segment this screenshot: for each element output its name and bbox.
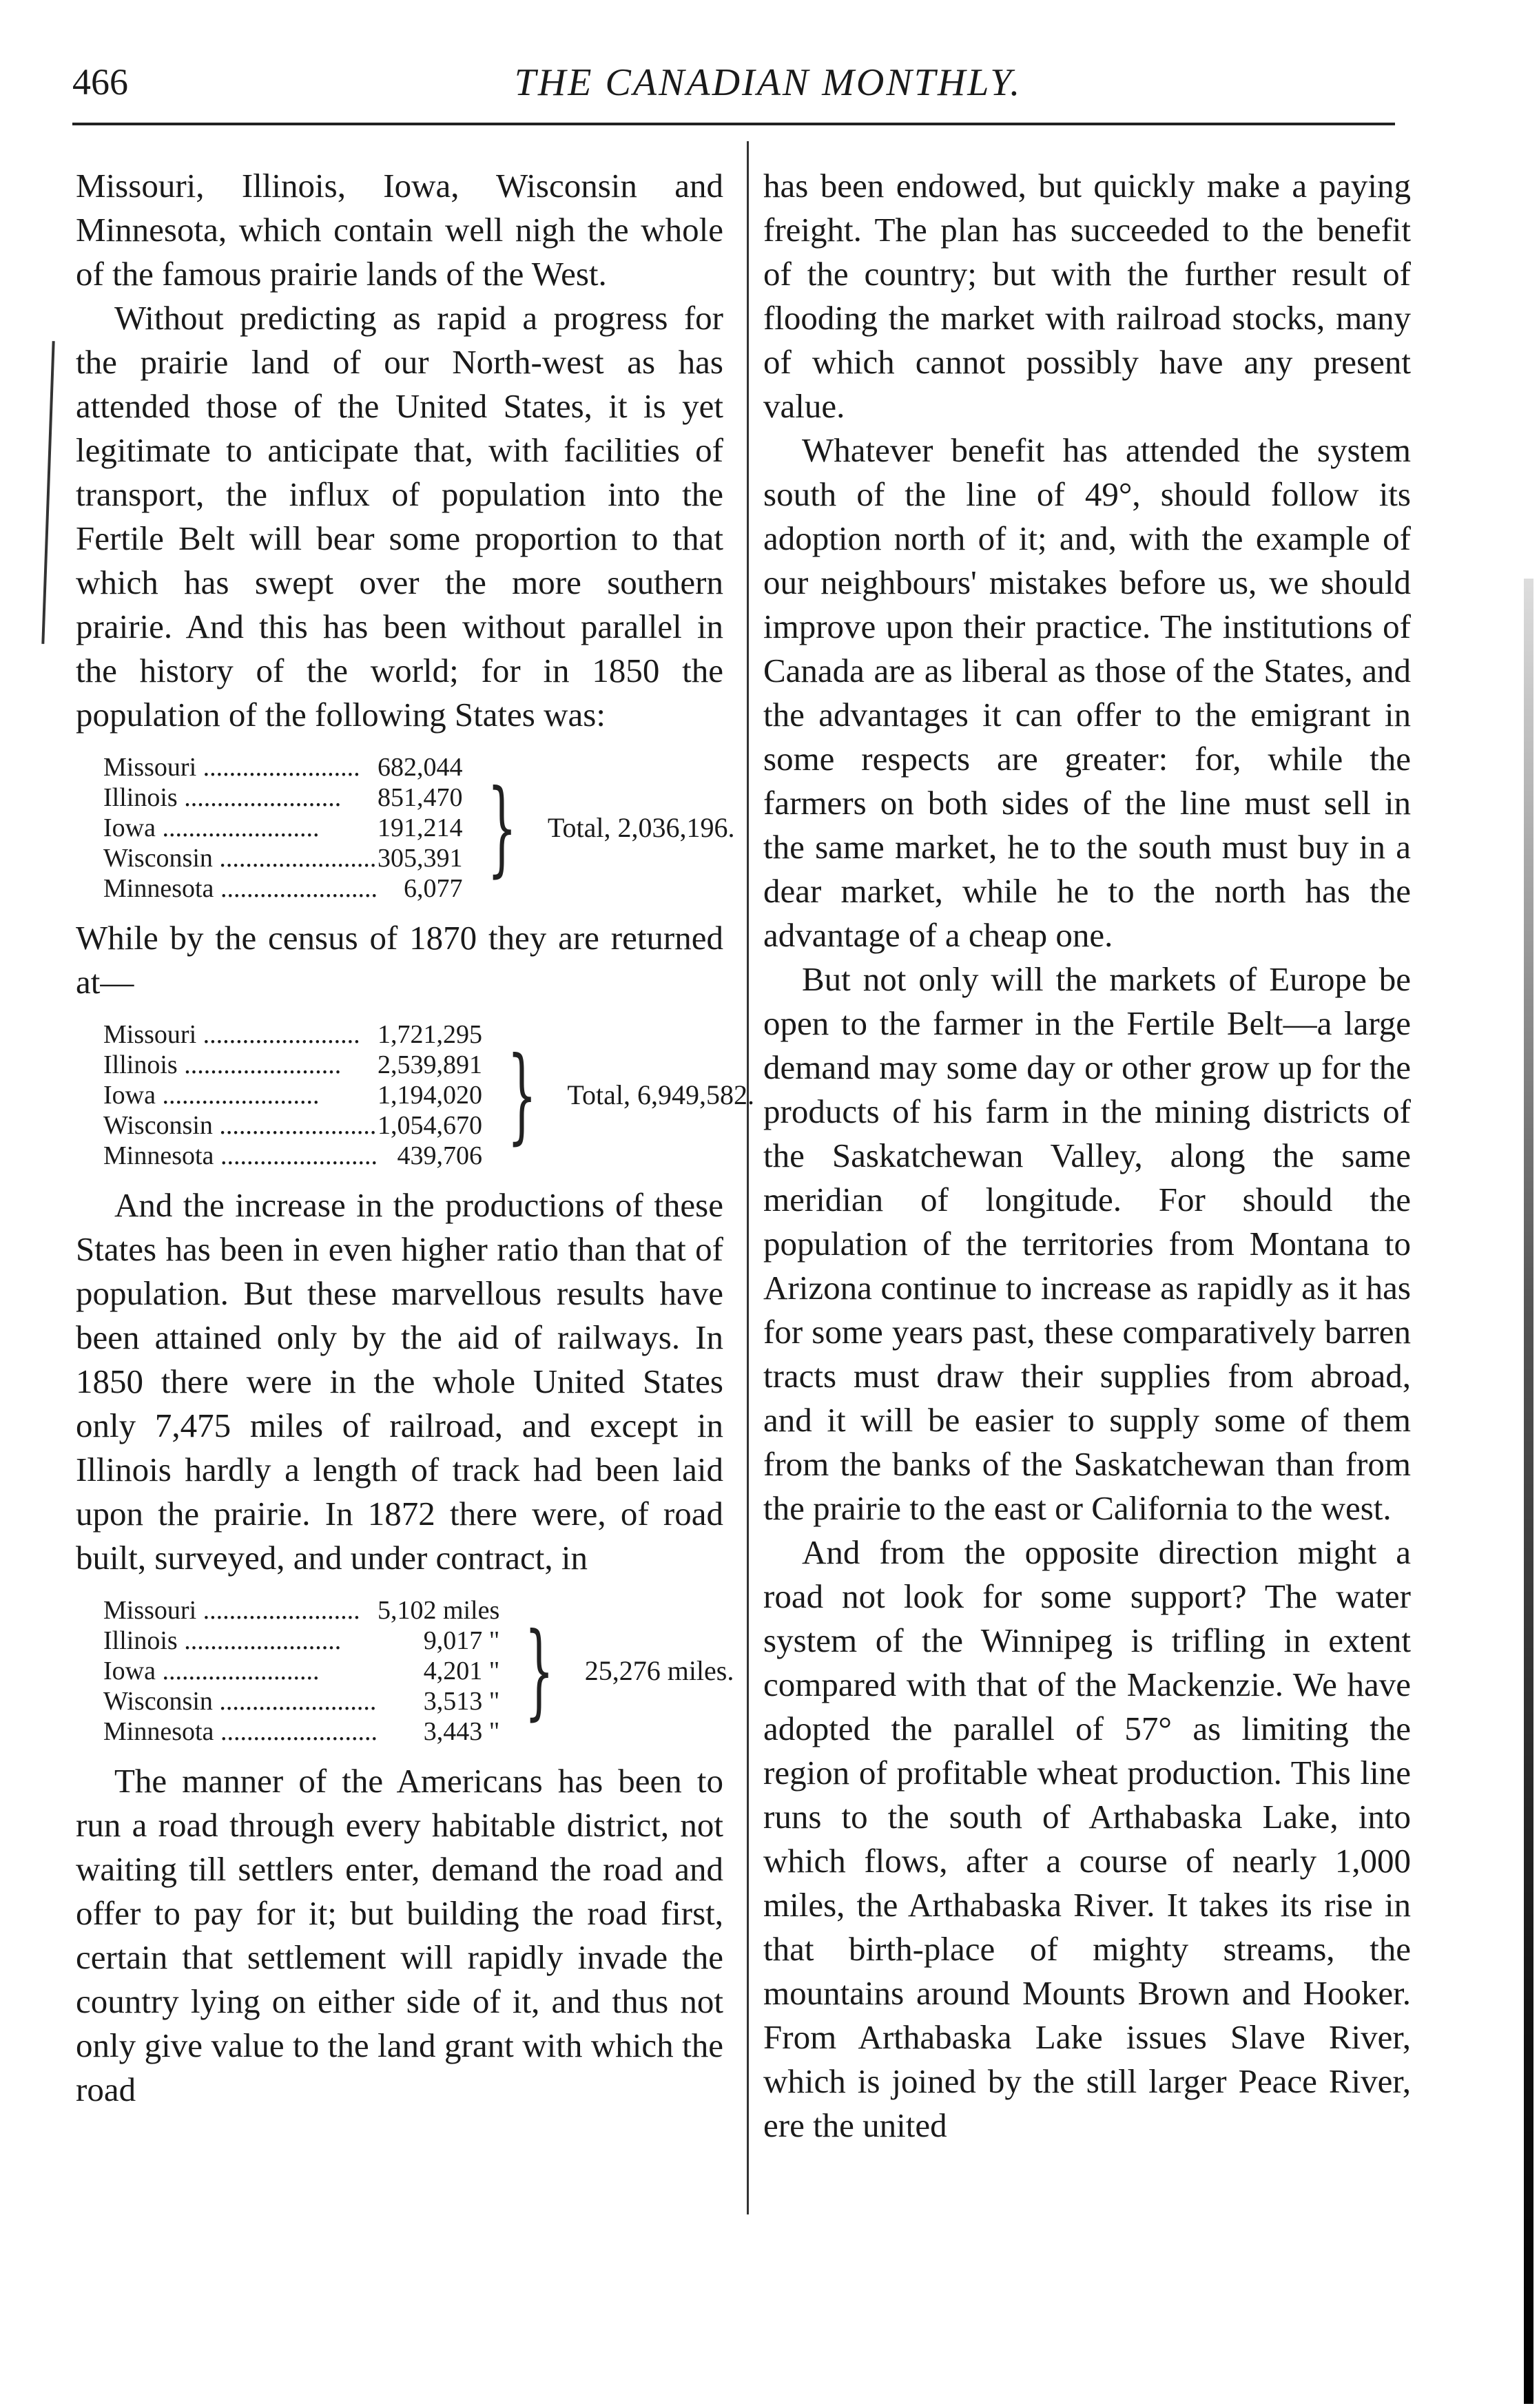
right-column — [763, 164, 1411, 2148]
state-value: 4,201 " — [423, 1657, 500, 1685]
state-name: Iowa ..... — [103, 1080, 378, 1110]
paragraph: Without predicting as rapid a progress for the prairie land of our North-west as has attended those of the United States, it is yet legitimate to anticipate that, with facilities of transport, the influx of population into the Fertile Belt will bear some proportion to that which has swept over the more southern prairie. And this has been without parallel in the history of the world; for in 1850 the population of the following States was: — [76, 299, 723, 734]
table-total: 25,276 miles. — [584, 1655, 734, 1686]
state-name: Minnesota ..... — [103, 1716, 378, 1747]
table-row — [103, 1626, 499, 1656]
table-row — [103, 1050, 482, 1080]
railroad-mileage-table — [103, 1595, 734, 1747]
state-name: Iowa ..... — [103, 813, 378, 843]
table-row — [103, 1019, 482, 1050]
right-brace: } — [524, 1611, 555, 1731]
state-name: Illinois ..... — [103, 782, 378, 813]
column-divider — [747, 141, 749, 2214]
table-row — [103, 1110, 482, 1141]
table-row — [103, 1716, 499, 1747]
paragraph: Whatever benefit has attended the system south of the line of 49°, should follow its adoption north of it; and, with the example of our neighbours' mistakes before us, we should improve upon their practice. The institutions of Canada are as liberal as those of the States, and the advantages it can offer to the emigrant in some respects are greater: for, while the farmers on both sides of the line must sell in the same market, he to the south must buy in a dear market, while he to the north has the advantage of a cheap one. — [763, 431, 1411, 954]
state-name: Missouri ..... — [103, 1019, 378, 1050]
right-brace: } — [507, 1035, 537, 1155]
scan-edge-shadow — [1524, 579, 1533, 2404]
paragraph: And the increase in the productions of these States has been in even higher ratio than that of population. But these marvellous results have been attained only by the aid of railways. In 1850 there were in the whole United States only 7,475 miles of railroad, and except in Illinois hardly a length of track had been laid upon the prairie. In 1872 there were, of road built, surveyed, and under contract, in — [76, 1186, 723, 1577]
paragraph: While by the census of 1870 they are returned at— — [76, 919, 723, 1001]
margin-pencil-mark — [41, 341, 54, 644]
page-number: 466 — [72, 61, 128, 103]
table-rows — [103, 1019, 482, 1171]
state-name: Wisconsin ..... — [103, 1686, 378, 1716]
table-row — [103, 1656, 499, 1686]
state-name: Missouri ..... — [103, 752, 378, 782]
table-row — [103, 1595, 499, 1626]
state-name: Minnesota ..... — [103, 1141, 378, 1171]
state-value: 439,706 — [397, 1141, 482, 1170]
page-header — [72, 55, 1395, 117]
state-value: 9,017 " — [423, 1626, 500, 1655]
table-total: Total, 6,949,582. — [567, 1079, 754, 1110]
state-name: Iowa ..... — [103, 1656, 378, 1686]
state-value: 851,470 — [377, 783, 463, 812]
left-column — [76, 164, 754, 2112]
table-total: Total, 2,036,196. — [547, 812, 735, 843]
state-value: 1,721,295 — [377, 1020, 482, 1049]
state-name: Wisconsin ..... — [103, 1110, 378, 1141]
table-row — [103, 1686, 499, 1716]
state-name: Missouri ..... — [103, 1595, 378, 1626]
table-rows — [103, 752, 462, 904]
population-1850-table — [103, 752, 735, 904]
table-row — [103, 752, 462, 782]
state-value: 5,102 miles — [377, 1596, 500, 1625]
state-value: 6,077 — [403, 874, 463, 903]
state-value: 3,443 " — [423, 1717, 500, 1746]
paragraph: Missouri, Illinois, Iowa, Wisconsin and Minnesota, which contain well nigh the whole of the famous prairie lands of the West. — [76, 167, 723, 293]
table-row — [103, 843, 462, 873]
table-row — [103, 873, 462, 904]
table-rows — [103, 1595, 499, 1747]
header-rule — [72, 123, 1395, 125]
state-name: Illinois ..... — [103, 1050, 378, 1080]
state-value: 2,539,891 — [377, 1050, 482, 1079]
state-value: 682,044 — [377, 753, 463, 782]
table-row — [103, 1080, 482, 1110]
right-brace: } — [487, 768, 517, 888]
state-value: 305,391 — [377, 844, 463, 873]
state-name: Wisconsin ..... — [103, 843, 378, 873]
running-title: THE CANADIAN MONTHLY. — [514, 61, 1022, 104]
state-value: 1,194,020 — [377, 1081, 482, 1110]
state-name: Illinois ..... — [103, 1626, 378, 1656]
table-row — [103, 782, 462, 813]
paragraph: has been endowed, but quickly make a paying freight. The plan has succeeded to the benefit of the country; but with the further result of flooding the market with railroad stocks, many of which cannot possibly have any present value. — [763, 167, 1411, 425]
state-value: 1,054,670 — [377, 1111, 482, 1140]
paragraph: The manner of the Americans has been to run a road through every habitable district, not waiting till settlers enter, demand the road and offer to pay for it; but building the road first, certain that settlement will rapidly invade the country lying on either side of it, and thus not only give value to the land grant with which the road — [76, 1762, 723, 2108]
state-value: 3,513 " — [423, 1687, 500, 1716]
paragraph: And from the opposite direction might a road not look for some support? The water system of the Winnipeg is trifling in extent compared with that of the Mackenzie. We have adopted the parallel of 57° as limiting the region of profitable wheat production. This line runs to the south of Arthabaska Lake, into which flows, after a course of nearly 1,000 miles, the Arthabaska River. It takes its rise in that birth-place of mighty streams, the mountains around Mounts Brown and Hooker. From Arthabaska Lake issues Slave River, which is joined by the still larger Peace River, ere the united — [763, 1533, 1411, 2144]
state-value: 191,214 — [377, 813, 463, 842]
state-name: Minnesota ..... — [103, 873, 378, 904]
paragraph: But not only will the markets of Europe be open to the farmer in the Fertile Belt—a large demand may some day or other grow up for the products of his farm in the mining districts of the Saskatchewan Valley, along the same meridian of longitude. For should the population of the territories from Montana to Arizona continue to increase as rapidly as it has for some years past, these comparatively barren tracts must draw their supplies from abroad, and it will be easier to supply some of them from the banks of the Saskatchewan than from the prairie to the east or California to the west. — [763, 960, 1411, 1527]
population-1870-table — [103, 1019, 754, 1171]
table-row — [103, 813, 462, 843]
table-row — [103, 1141, 482, 1171]
